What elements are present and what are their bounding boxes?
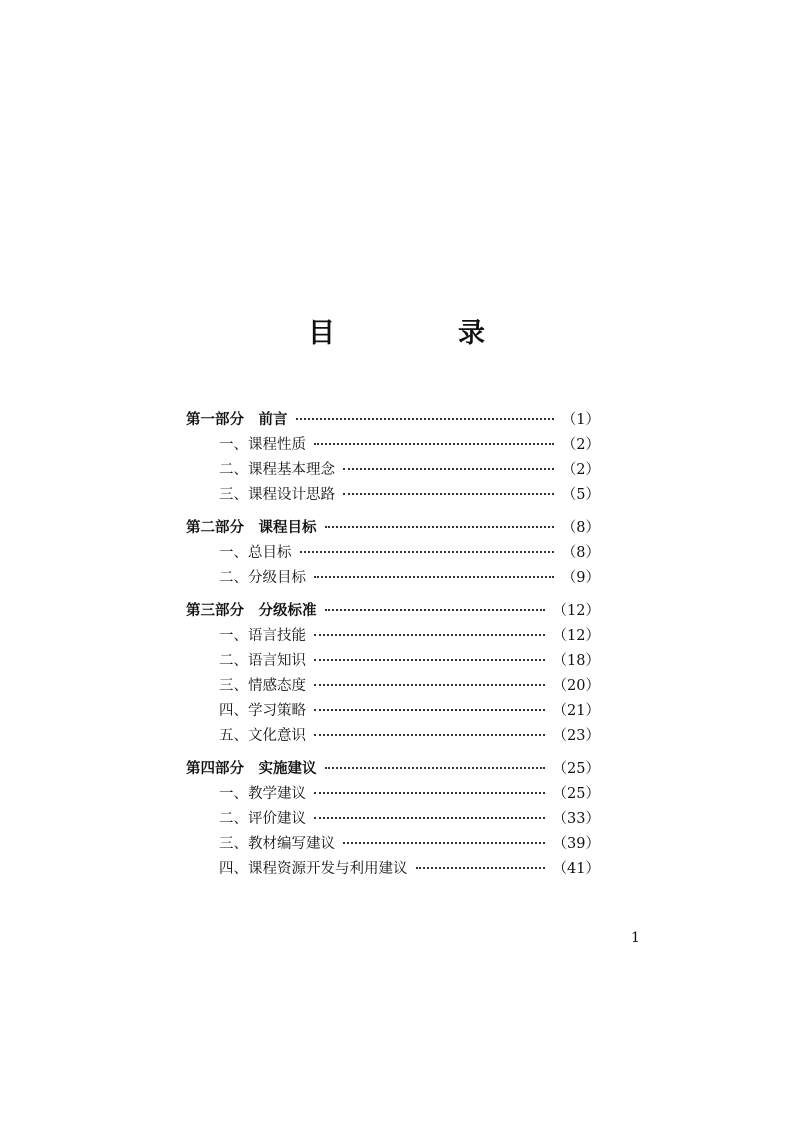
toc-page-ref: （1） — [561, 412, 600, 428]
dot-leader — [314, 734, 545, 736]
toc-item-row[interactable] — [186, 624, 600, 649]
toc-page-ref: （2） — [561, 437, 600, 453]
toc-item-label: 五、文化意识 — [219, 728, 306, 744]
toc-page-ref: （8） — [561, 520, 600, 536]
toc-item-row[interactable] — [186, 807, 600, 832]
dot-leader — [314, 659, 545, 661]
dot-leader — [314, 817, 545, 819]
toc-item-label: 一、总目标 — [219, 545, 292, 561]
toc-page-ref: （23） — [552, 728, 600, 744]
toc-page-ref: （18） — [552, 653, 600, 669]
page-number: 1 — [631, 930, 640, 946]
toc-item-label: 一、课程性质 — [219, 437, 306, 453]
toc-item-label: 四、课程资源开发与利用建议 — [219, 861, 408, 877]
toc-page-ref: （25） — [552, 786, 600, 802]
toc-item-row[interactable] — [186, 724, 600, 749]
toc-page-ref: （39） — [552, 836, 600, 852]
dot-leader — [314, 576, 554, 578]
toc-item-label: 一、语言技能 — [219, 628, 306, 644]
toc-item-label: 二、评价建议 — [219, 811, 306, 827]
toc-item-row[interactable] — [186, 857, 600, 882]
toc-section-part-3 — [186, 599, 600, 749]
toc-page-ref: （12） — [552, 628, 600, 644]
toc-part-row[interactable] — [186, 599, 600, 624]
toc-item-label: 四、学习策略 — [219, 703, 306, 719]
dot-leader — [314, 443, 554, 445]
dot-leader — [300, 551, 554, 553]
dot-leader — [314, 709, 545, 711]
toc-part-row[interactable] — [186, 757, 600, 782]
toc-part-label: 第一部分 前言 — [186, 411, 288, 428]
toc-item-label: 一、教学建议 — [219, 786, 306, 802]
toc-page-ref: （5） — [561, 487, 600, 503]
toc-section-part-1 — [186, 408, 600, 508]
toc-item-label: 二、语言知识 — [219, 653, 306, 669]
toc-page-ref: （21） — [552, 703, 600, 719]
toc-item-row[interactable] — [186, 674, 600, 699]
dot-leader — [416, 867, 545, 869]
toc-part-row[interactable] — [186, 408, 600, 433]
toc-item-row[interactable] — [186, 782, 600, 807]
toc-item-row[interactable] — [186, 483, 600, 508]
toc-page-ref: （33） — [552, 811, 600, 827]
toc-section-part-2 — [186, 516, 600, 591]
toc-item-label: 三、情感态度 — [219, 678, 306, 694]
dot-leader — [325, 767, 545, 769]
toc-item-label: 三、课程设计思路 — [219, 487, 335, 503]
toc-item-row[interactable] — [186, 649, 600, 674]
toc-page-ref: （41） — [552, 861, 600, 877]
toc-item-row[interactable] — [186, 541, 600, 566]
toc-item-row[interactable] — [186, 699, 600, 724]
dot-leader — [325, 609, 545, 611]
dot-leader — [343, 493, 554, 495]
toc-page-ref: （8） — [561, 545, 600, 561]
toc-item-row[interactable] — [186, 566, 600, 591]
toc-item-row[interactable] — [186, 433, 600, 458]
toc-page-ref: （12） — [552, 603, 600, 619]
dot-leader — [314, 792, 545, 794]
toc-part-label: 第四部分 实施建议 — [186, 760, 317, 777]
toc-part-label: 第三部分 分级标准 — [186, 602, 317, 619]
toc-part-row[interactable] — [186, 516, 600, 541]
dot-leader — [314, 684, 545, 686]
toc-item-row[interactable] — [186, 458, 600, 483]
toc-part-label: 第二部分 课程目标 — [186, 519, 317, 536]
dot-leader — [343, 842, 545, 844]
table-of-contents — [186, 408, 600, 890]
toc-page-ref: （9） — [561, 570, 600, 586]
page-title: 目 录 — [308, 318, 533, 349]
toc-item-row[interactable] — [186, 832, 600, 857]
toc-item-label: 二、分级目标 — [219, 570, 306, 586]
toc-section-part-4 — [186, 757, 600, 882]
dot-leader — [325, 526, 554, 528]
toc-page-ref: （20） — [552, 678, 600, 694]
toc-page-ref: （25） — [552, 761, 600, 777]
toc-item-label: 三、教材编写建议 — [219, 836, 335, 852]
dot-leader — [296, 418, 554, 420]
toc-item-label: 二、课程基本理念 — [219, 462, 335, 478]
dot-leader — [314, 634, 545, 636]
dot-leader — [343, 468, 554, 470]
toc-page-ref: （2） — [561, 462, 600, 478]
